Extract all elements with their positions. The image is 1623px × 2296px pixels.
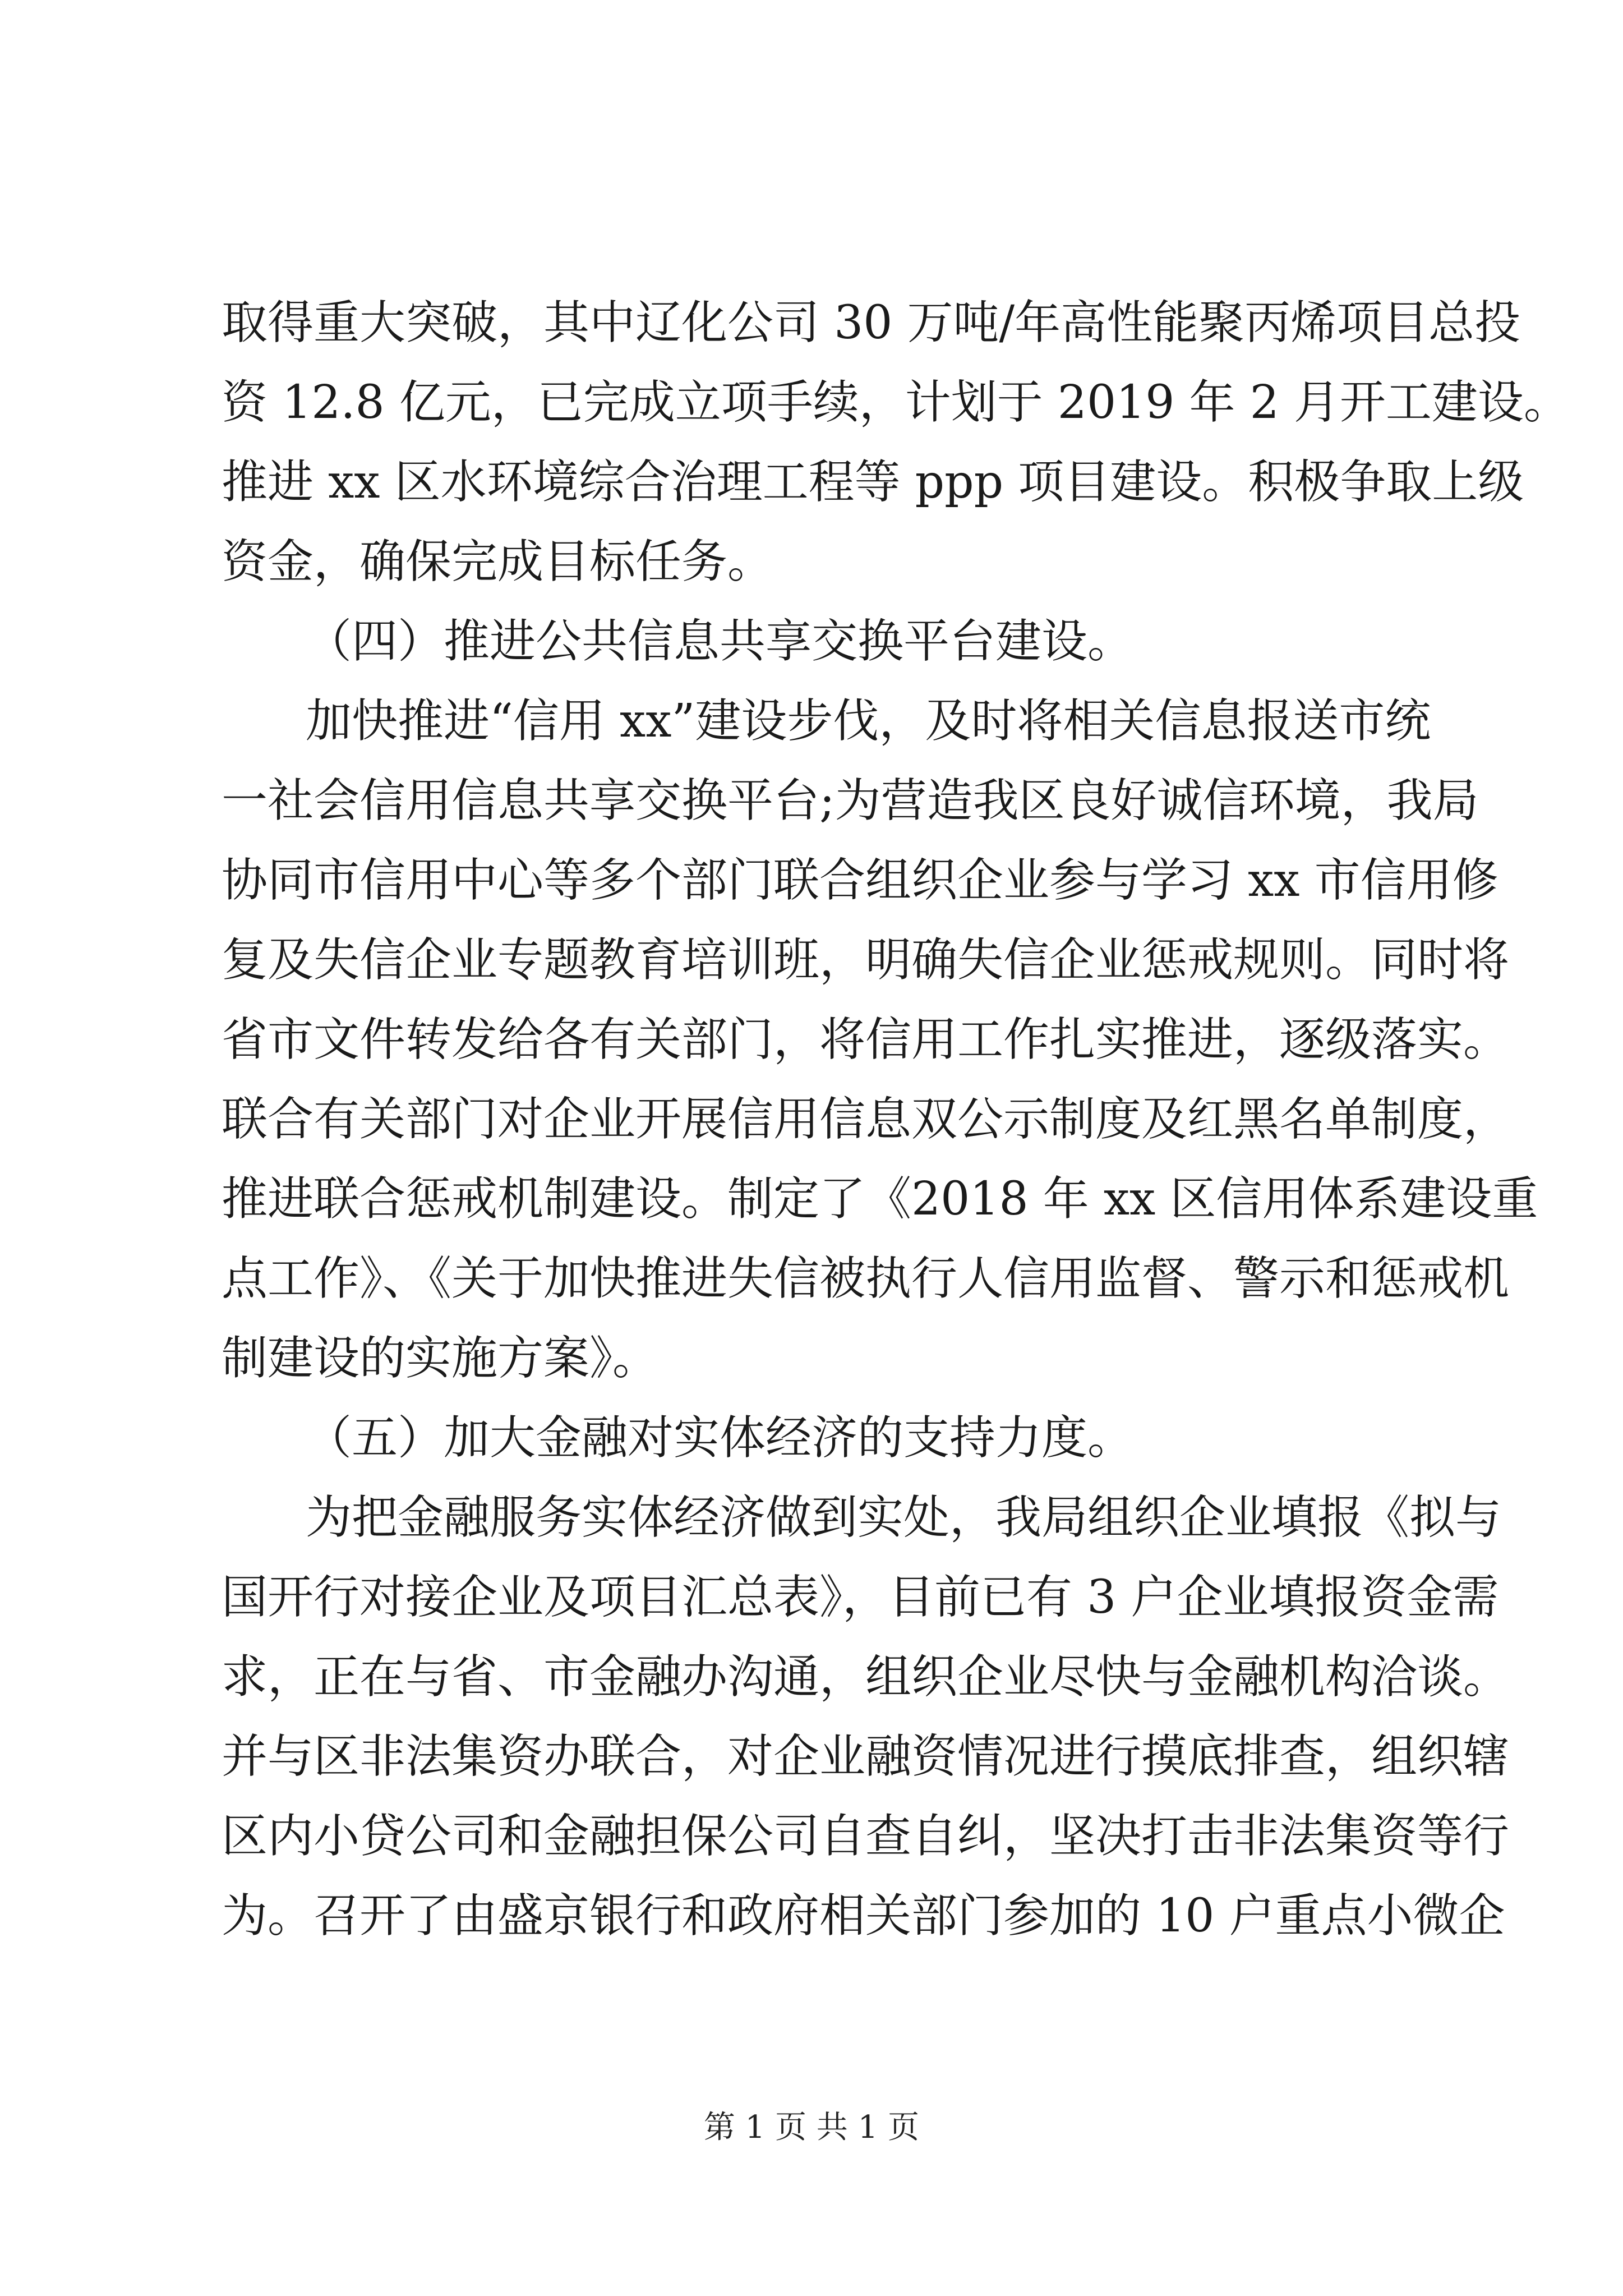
- paragraph-line: 复及失信企业专题教育培训班，明确失信企业惩戒规则。同时将: [222, 933, 1510, 987]
- paragraph-line: 推进 xx 区水环境综合治理工程等 ppp 项目建设。积极争取上级: [222, 455, 1524, 509]
- paragraph-line: 推进联合惩戒机制建设。制定了《2018 年 xx 区信用体系建设重: [222, 1172, 1538, 1226]
- paragraph-line: 取得重大突破，其中辽化公司 30 万吨/年高性能聚丙烯项目总投: [222, 296, 1521, 349]
- paragraph-line: 求，正在与省、市金融办沟通，组织企业尽快与金融机构洽谈。: [222, 1650, 1510, 1704]
- document-body: [222, 283, 1570, 1956]
- paragraph-line: 为。召开了由盛京银行和政府相关部门参加的 10 户重点小微企: [222, 1889, 1505, 1943]
- paragraph-line: 为把金融服务实体经济做到实处，我局组织企业填报《拟与: [306, 1491, 1502, 1544]
- section-heading-4: （四）推进公共信息共享交换平台建设。: [306, 615, 1134, 668]
- paragraph-line: 协同市信用中心等多个部门联合组织企业参与学习 xx 市信用修: [222, 854, 1498, 907]
- section-heading-5: （五）加大金融对实体经济的支持力度。: [306, 1411, 1134, 1465]
- paragraph-line: 区内小贷公司和金融担保公司自查自纠，坚决打击非法集资等行: [222, 1810, 1510, 1863]
- page-number-footer: 第 1 页 共 1 页: [703, 2109, 920, 2146]
- paragraph-line: 点工作》、《关于加快推进失信被执行人信用监督、警示和惩戒机: [222, 1252, 1510, 1305]
- paragraph-line: 联合有关部门对企业开展信用信息双公示制度及红黑名单制度，: [222, 1093, 1510, 1146]
- paragraph-line: 并与区非法集资办联合，对企业融资情况进行摸底排查，组织辖: [222, 1730, 1510, 1783]
- paragraph-line: 一社会信用信息共享交换平台;为营造我区良好诚信环境，我局: [222, 774, 1479, 827]
- paragraph-line: 省市文件转发给各有关部门，将信用工作扎实推进，逐级落实。: [222, 1013, 1510, 1066]
- paragraph-line: 加快推进“信用 xx”建设步伐，及时将相关信息报送市统: [306, 694, 1431, 748]
- paragraph-line: 制建设的实施方案》。: [222, 1332, 659, 1385]
- paragraph-line: 资 12.8 亿元，已完成立项手续，计划于 2019 年 2 月开工建设。: [222, 376, 1570, 429]
- paragraph-line: 国开行对接企业及项目汇总表》，目前已有 3 户企业填报资金需: [222, 1571, 1499, 1624]
- paragraph-line: 资金，确保完成目标任务。: [222, 535, 774, 588]
